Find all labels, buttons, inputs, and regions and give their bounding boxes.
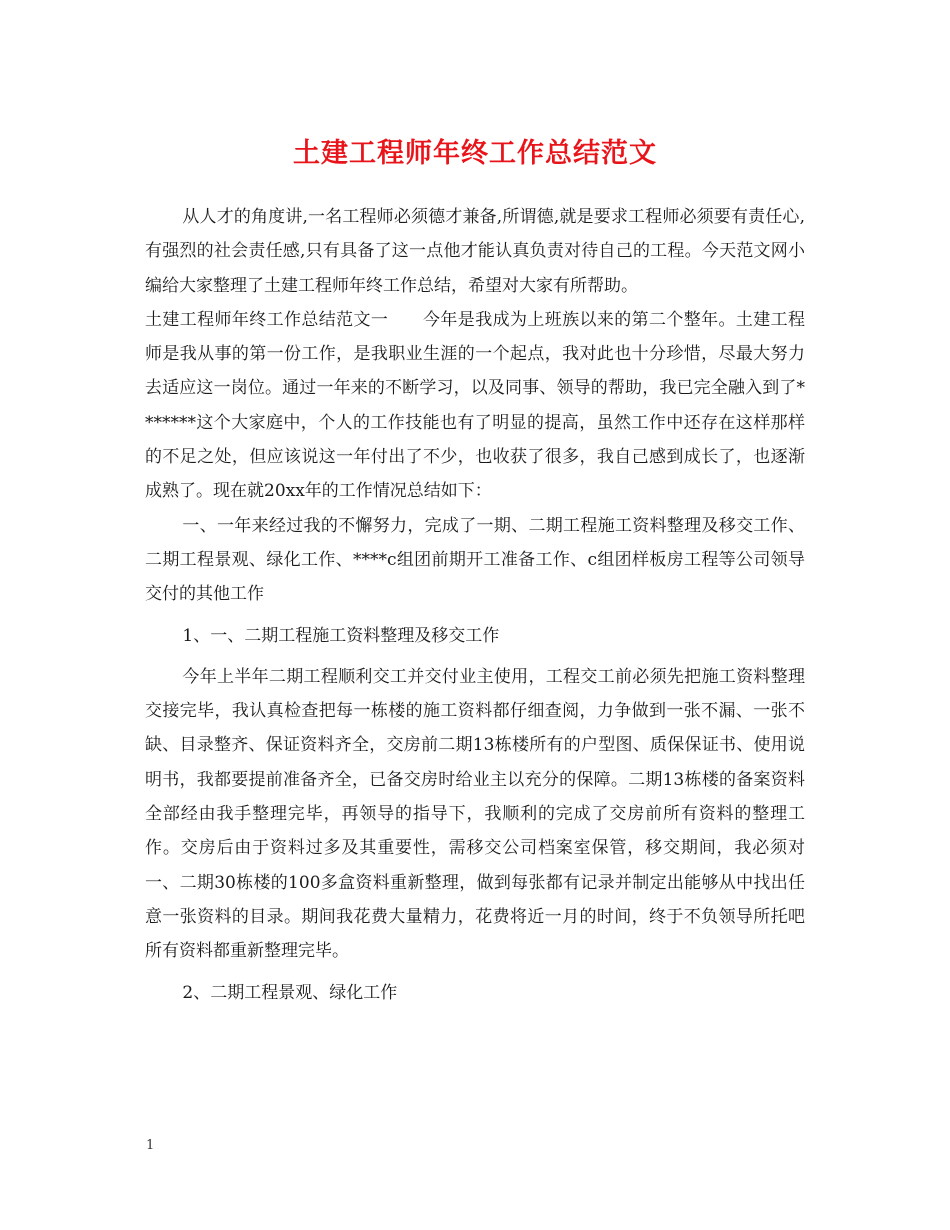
- section-one-paragraph: 土建工程师年终工作总结范文一 今年是我成为上班族以来的第二个整年。土建工程师是我从事的第一份工作，是我职业生涯的一个起点，我对此也十分珍惜，尽最大努力去适应这一岗位。通过一年来的不断学习，以及同事、领导的帮助，我已完全融入到了*******这个大家庭中，个人的工作技能也有了明显的提高，虽然工作中还存在这样那样的不足之处，但应该说这一年付出了不少，也收获了很多，我自己感到成长了，也逐渐成熟了。现在就20xx年的工作情况总结如下：: [145, 309, 805, 502]
- page-number: 1: [146, 1138, 155, 1153]
- document-title: 土建工程师年终工作总结范文: [293, 138, 657, 169]
- subheading-one: 1、一、二期工程施工资料整理及移交工作: [182, 625, 500, 646]
- document-body: [145, 200, 805, 1010]
- subheading-two: 2、二期工程景观、绿化工作: [182, 982, 398, 1003]
- heading-one-paragraph: 一、一年来经过我的不懈努力，完成了一期、二期工程施工资料整理及移交工作、二期工程景观、绿化工作、****c组团前期开工准备工作、c组团样板房工程等公司领导交付的其他工作: [145, 515, 805, 605]
- detail-paragraph: 今年上半年二期工程顺利交工并交付业主使用，工程交工前必须先把施工资料整理交接完毕，我认真检查把每一栋楼的施工资料都仔细查阅，力争做到一张不漏、一张不缺、目录整齐、保证资料齐全，交房前二期13栋楼所有的户型图、质保保证书、使用说明书，我都要提前准备齐全，已备交房时给业主以充分的保障。二期13栋楼的备案资料全部经由我手整理完毕，再领导的指导下，我顺利的完成了交房前所有资料的整理工作。交房后由于资料过多及其重要性，需移交公司档案室保管，移交期间，我必须对一、二期30栋楼的100多盒资料重新整理，做到每张都有记录并制定出能够从中找出任意一张资料的目录。期间我花费大量精力，花费将近一月的时间，终于不负领导所托吧所有资料都重新整理完毕。: [145, 666, 805, 962]
- intro-paragraph: 从人才的角度讲,一名工程师必须德才兼备,所谓德,就是要求工程师必须要有责任心,有强烈的社会责任感,只有具备了这一点他才能认真负责对待自己的工程。今天范文网小编给大家整理了土建工程师年终工作总结，希望对大家有所帮助。: [145, 207, 805, 296]
